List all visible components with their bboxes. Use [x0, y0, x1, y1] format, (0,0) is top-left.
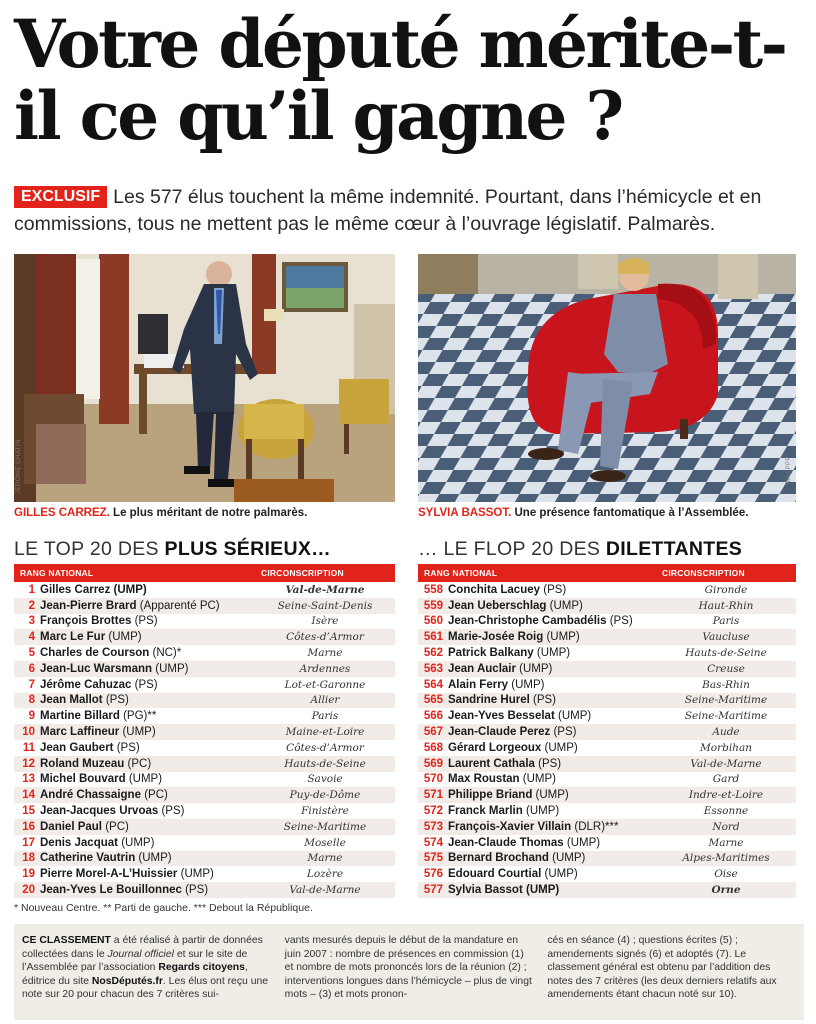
- deputy-cell: [448, 645, 656, 661]
- deputy-cell: [40, 819, 255, 835]
- deputy-cell: [448, 787, 656, 803]
- caption-left-text: Le plus méritant de notre palmarès.: [113, 507, 308, 519]
- deputy-party: (PC): [144, 789, 168, 802]
- deputy-party: (UMP): [546, 631, 580, 644]
- method-lead: CE CLASSEMENT: [22, 935, 111, 946]
- deputy-cell: [40, 882, 255, 898]
- constituency: Paris: [712, 615, 740, 628]
- top-table: [14, 564, 395, 898]
- rank-number: 573: [418, 819, 448, 835]
- deputy-cell: [448, 582, 656, 598]
- deputy-party: (UMP): [128, 773, 163, 786]
- table-row: [418, 645, 796, 661]
- rank-number: 19: [22, 868, 35, 881]
- deputy-party: (Apparenté PC): [139, 599, 220, 612]
- deputy-name: Marc Le Fur: [40, 631, 106, 644]
- table-row: [418, 803, 796, 819]
- constituency: Hauts-de-Seine: [255, 756, 395, 772]
- deputy-party: (PS): [553, 726, 577, 739]
- method-site: NosDéputés.fr: [91, 975, 163, 987]
- deputy-party: (NC)*: [152, 647, 182, 660]
- rank-number: 3: [28, 615, 35, 628]
- table-row: [418, 740, 796, 756]
- table-row: [418, 756, 796, 772]
- rank-number: 574: [423, 836, 443, 849]
- table-row: [418, 677, 796, 693]
- table-row: [14, 708, 395, 724]
- deputy-name: Jean-Luc Warsmann: [40, 662, 153, 675]
- deputy-name: François-Xavier Villain: [448, 820, 572, 833]
- deputy-name: André Chassaigne: [40, 789, 141, 802]
- rank-number: 4: [14, 629, 40, 645]
- deputy-name: Daniel Paul: [40, 820, 102, 833]
- deputy-party: (UMP): [522, 773, 556, 786]
- table-row: [418, 866, 796, 882]
- table-row: [14, 661, 395, 677]
- deputy-name: Catherine Vautrin: [40, 852, 136, 865]
- deputy-party: (UMP): [122, 726, 156, 739]
- rank-number: 569: [418, 756, 448, 772]
- rank-number: 561: [418, 629, 448, 645]
- top-col-rank: RANG NATIONAL: [14, 564, 255, 582]
- constituency: Maine-et-Loire: [255, 724, 395, 740]
- deputy-party: (PS): [134, 615, 158, 628]
- deputy-cell: [448, 803, 656, 819]
- deputy-name: Laurent Cathala: [448, 757, 535, 770]
- constituency: Marne: [307, 647, 343, 660]
- table-row: [418, 598, 796, 614]
- deputy-name: Edouard Courtial: [448, 868, 542, 881]
- method-col-2: vants mesurés depuis le début de la mandature en juin 2007 : nombre de présences en commission (1) et nombre de mots prononcés lors de la réunion (2) ; interventions longues dans l’hémicycle – plus de vingt mots – (3) et mots pronon-: [284, 935, 532, 1001]
- deputy-name: Jean-Pierre Brard: [40, 599, 137, 612]
- deputy-name: Jean-Claude Perez: [448, 726, 551, 739]
- deputy-name: Jean-Yves Besselat: [448, 710, 555, 723]
- top-title-prefix: LE TOP 20 DES: [14, 538, 159, 560]
- constituency: Seine-Maritime: [684, 710, 768, 723]
- constituency: Morbihan: [700, 741, 752, 754]
- deputy-cell: [40, 740, 255, 756]
- rank-number: 12: [14, 756, 40, 772]
- deputy-cell: [40, 835, 255, 851]
- method-journal: Journal officiel: [107, 948, 174, 960]
- deputy-cell: [40, 614, 255, 630]
- deputy-name: Jean Mallot: [40, 694, 103, 707]
- constituency: Puy-de-Dôme: [255, 787, 395, 803]
- deputy-name: Roland Muzeau: [40, 757, 125, 770]
- deputy-name: Denis Jacquat: [40, 836, 118, 849]
- method-text: a été réalisé à partir de données collectées dans le: [22, 935, 263, 960]
- table-row: [14, 851, 395, 867]
- constituency: Hauts-de-Seine: [685, 647, 767, 660]
- constituency: Paris: [311, 710, 339, 723]
- constituency: Seine-Maritime: [255, 819, 395, 835]
- deputy-name: Conchita Lacuey: [448, 583, 541, 596]
- deputy-cell: [448, 708, 656, 724]
- constituency: Val-de-Marne: [255, 882, 395, 898]
- constituency: Gironde: [704, 583, 748, 596]
- rank-number: 563: [418, 661, 448, 677]
- deputy-party: (PS): [533, 694, 557, 707]
- method-col-3: cés en séance (4) ; questions écrites (5) ; amendements signés (6) et adoptés (7). Le classement général est obtenu par l’addition des notes des 7 critères (les deux derniers relatifs aux amendements étant chacun noté sur 10).: [547, 935, 777, 1001]
- deputy-party: (PS): [185, 884, 209, 897]
- deputy-name: Jérôme Cahuzac: [40, 678, 132, 691]
- deputy-name: Charles de Courson: [40, 647, 150, 660]
- deputy-cell: [40, 693, 255, 709]
- constituency: Val-de-Marne: [285, 583, 365, 596]
- table-row: [14, 598, 395, 614]
- deputy-cell: [40, 787, 255, 803]
- deputy-party: (PS): [538, 757, 562, 770]
- deputy-cell: [40, 598, 255, 614]
- table-row: [14, 614, 395, 630]
- table-row: [14, 866, 395, 882]
- constituency: Aude: [656, 724, 796, 740]
- constituency: Oise: [714, 868, 738, 881]
- deputy-name: Jean-Yves Le Bouillonnec: [40, 884, 182, 897]
- rank-number: 564: [423, 678, 443, 691]
- flop-title-prefix: … LE FLOP 20 DES: [418, 538, 601, 560]
- rank-number: 571: [418, 787, 448, 803]
- rank-number: 568: [423, 741, 443, 754]
- rank-number: 567: [418, 724, 448, 740]
- constituency: Nord: [656, 819, 796, 835]
- flop-title: [418, 538, 742, 561]
- method-text: , éditrice du site: [22, 962, 248, 987]
- constituency: Lozère: [306, 868, 344, 881]
- rank-number: 1: [28, 583, 35, 596]
- constituency: Côtes-d’Armor: [286, 741, 364, 754]
- deputy-party: (PS): [134, 678, 158, 691]
- constituency: Seine-Maritime: [656, 693, 796, 709]
- caption-right-name: SYLVIA BASSOT.: [418, 507, 512, 519]
- table-row: [418, 772, 796, 788]
- constituency: Côtes-d’Armor: [255, 629, 395, 645]
- deputy-party: (DLR)***: [574, 820, 619, 833]
- constituency: Haut-Rhin: [656, 598, 796, 614]
- deputy-party: (UMP): [519, 662, 553, 675]
- constituency: Marne: [255, 851, 395, 867]
- rank-number: 5: [28, 647, 35, 660]
- deputy-name: Marc Laffineur: [40, 726, 120, 739]
- deputy-party: (PG)**: [123, 710, 157, 723]
- deputy-party: (UMP): [526, 884, 560, 897]
- deputy-party: (UMP): [180, 868, 214, 881]
- deputy-cell: [448, 772, 656, 788]
- deputy-name: Gérard Lorgeoux: [448, 741, 542, 754]
- rank-number: 572: [423, 805, 443, 818]
- constituency: Ardennes: [255, 661, 395, 677]
- rank-number: 14: [14, 787, 40, 803]
- deputy-name: Sylvia Bassot: [448, 884, 523, 897]
- deputy-party: (UMP): [536, 647, 571, 660]
- caption-right: [418, 507, 748, 519]
- deputy-cell: [40, 866, 255, 882]
- deputy-party: (UMP): [108, 631, 142, 644]
- photo-credit-left: JÉRÔME CHATIN: [16, 438, 22, 494]
- table-row: [14, 756, 395, 772]
- deputy-party: (PS): [609, 615, 633, 628]
- constituency: Marne: [708, 836, 744, 849]
- constituency: Essonne: [703, 805, 749, 818]
- deputy-cell: [448, 598, 656, 614]
- deputy-cell: [40, 661, 255, 677]
- constituency: Alpes-Maritimes: [656, 851, 796, 867]
- rank-number: 13: [22, 773, 35, 786]
- deputy-name: Michel Bouvard: [40, 773, 126, 786]
- rank-number: 18: [14, 851, 40, 867]
- flop-col-rank: RANG NATIONAL: [418, 564, 656, 582]
- rank-number: 576: [423, 868, 443, 881]
- deputy-name: Jean-Claude Thomas: [448, 836, 564, 849]
- photo-sylvia-bassot: [418, 254, 796, 502]
- deputy-party: (UMP): [544, 741, 578, 754]
- caption-left-name: GILLES CARREZ.: [14, 507, 110, 519]
- deputy-cell: [448, 614, 656, 630]
- rank-number: 565: [418, 693, 448, 709]
- constituency: Moselle: [304, 836, 346, 849]
- deputy-party: (PS): [105, 694, 129, 707]
- rank-number: 570: [423, 773, 443, 786]
- deputy-party: (PC): [127, 757, 152, 770]
- rank-number: 11: [22, 741, 35, 754]
- caption-right-text: Une présence fantomatique à l’Assemblée.: [514, 507, 749, 519]
- deputy-party: (UMP): [557, 710, 592, 723]
- deputy-cell: [448, 866, 656, 882]
- deputy-party: (UMP): [549, 599, 583, 612]
- flop-table: [418, 564, 796, 898]
- rank-number: 566: [423, 710, 443, 723]
- exclusive-tag: EXCLUSIF: [14, 186, 107, 208]
- deputy-cell: [40, 582, 255, 598]
- rank-number: 575: [418, 851, 448, 867]
- deputy-party: (UMP): [113, 583, 147, 596]
- table-row: [14, 740, 395, 756]
- deputy-cell: [448, 693, 656, 709]
- constituency: Savoie: [307, 773, 343, 786]
- deputy-cell: [448, 819, 656, 835]
- rank-number: 577: [418, 882, 448, 898]
- deputy-cell: [40, 756, 255, 772]
- deputy-name: Gilles Carrez: [40, 583, 111, 596]
- methodology-box: [14, 924, 804, 1020]
- deputy-party: (UMP): [566, 836, 601, 849]
- top-title: [14, 538, 331, 561]
- table-row: [418, 882, 796, 898]
- table-row: [14, 787, 395, 803]
- deputy-party: (UMP): [511, 678, 545, 691]
- deputy-name: Patrick Balkany: [448, 647, 534, 660]
- constituency: Creuse: [656, 661, 796, 677]
- table-row: [418, 724, 796, 740]
- deputy-cell: [448, 756, 656, 772]
- deputy-cell: [40, 645, 255, 661]
- top-table-header: [14, 564, 395, 582]
- deputy-cell: [40, 708, 255, 724]
- deputy-name: Martine Billard: [40, 710, 120, 723]
- photo-gilles-carrez: [14, 254, 395, 502]
- table-row: [418, 693, 796, 709]
- deputy-party: (UMP): [138, 852, 172, 865]
- headline: Votre député mérite-t-il ce qu’il gagne ?: [14, 5, 786, 155]
- deputy-name: Philippe Briand: [448, 789, 533, 802]
- table-row: [418, 661, 796, 677]
- footnote: * Nouveau Centre. ** Parti de gauche. *** Debout la République.: [14, 902, 313, 914]
- deputy-party: (UMP): [552, 852, 586, 865]
- deputy-cell: [40, 724, 255, 740]
- rank-number: 560: [423, 615, 443, 628]
- table-row: [14, 819, 395, 835]
- deputy-cell: [448, 661, 656, 677]
- table-row: [14, 724, 395, 740]
- constituency: Lot-et-Garonne: [284, 678, 366, 691]
- table-row: [14, 693, 395, 709]
- deputy-name: Jean Auclair: [448, 662, 516, 675]
- constituency: Allier: [255, 693, 395, 709]
- deputy-name: Sandrine Hurel: [448, 694, 530, 707]
- rank-number: 10: [14, 724, 40, 740]
- table-row: [418, 819, 796, 835]
- deputy-name: Jean-Christophe Cambadélis: [448, 615, 607, 628]
- office-photo-illustration: [14, 254, 395, 502]
- deputy-party: (PS): [161, 805, 185, 818]
- constituency: Orne: [656, 882, 796, 898]
- deputy-cell: [448, 740, 656, 756]
- table-row: [418, 851, 796, 867]
- rank-number: 9: [28, 710, 35, 723]
- deputy-party: (PS): [543, 583, 567, 596]
- constituency: Bas-Rhin: [702, 678, 750, 691]
- deputy-cell: [448, 677, 656, 693]
- rank-number: 562: [423, 647, 443, 660]
- deputy-cell: [448, 724, 656, 740]
- rank-number: 15: [22, 805, 35, 818]
- method-text: . Les élus ont reçu une note sur 20 pour chacun des 7 critères sui-: [22, 975, 269, 1001]
- rank-number: 6: [14, 661, 40, 677]
- deputy-name: Bernard Brochand: [448, 852, 549, 865]
- deputy-name: Marie-Josée Roig: [448, 631, 544, 644]
- deputy-name: Alain Ferry: [448, 678, 509, 691]
- rank-number: 16: [14, 819, 40, 835]
- table-row: [14, 835, 395, 851]
- flop-table-header: [418, 564, 796, 582]
- constituency: Indre-et-Loire: [656, 787, 796, 803]
- deputy-name: Max Roustan: [448, 773, 520, 786]
- deputy-cell: [40, 851, 255, 867]
- table-row: [14, 772, 395, 788]
- photo-credit-right: MAXPPP: [786, 455, 792, 484]
- method-association: Regards citoyens: [158, 962, 245, 974]
- constituency: Gard: [712, 773, 740, 786]
- top-col-circ: CIRCONSCRIPTION: [255, 564, 395, 582]
- table-row: [418, 614, 796, 630]
- method-col-1: [22, 934, 271, 1014]
- constituency: Vaucluse: [656, 629, 796, 645]
- deputy-party: (UMP): [535, 789, 569, 802]
- constituency: Val-de-Marne: [656, 756, 796, 772]
- rank-number: 20: [14, 882, 40, 898]
- table-row: [14, 645, 395, 661]
- deputy-party: (UMP): [525, 805, 560, 818]
- deputy-party: (UMP): [121, 836, 155, 849]
- rank-number: 559: [418, 598, 448, 614]
- method-text: et sur le site de l’Assemblée par l’association: [22, 948, 248, 974]
- deputy-name: Franck Marlin: [448, 805, 523, 818]
- table-row: [418, 787, 796, 803]
- deputy-cell: [40, 629, 255, 645]
- intro-text: Les 577 élus touchent la même indemnité. Pourtant, dans l’hémicycle et en commissions, tous ne mettent pas le même cœur à l’ouvrage législatif. Palmarès.: [14, 186, 762, 235]
- rank-number: 2: [14, 598, 40, 614]
- rank-number: 7: [28, 678, 35, 691]
- deputy-cell: [448, 629, 656, 645]
- flop-title-bold: DILETTANTES: [605, 538, 743, 560]
- deputy-cell: [448, 835, 656, 851]
- rank-number: 8: [14, 693, 40, 709]
- constituency: Finistère: [301, 805, 349, 818]
- deputy-name: François Brottes: [40, 615, 132, 628]
- flop-col-circ: CIRCONSCRIPTION: [656, 564, 796, 582]
- hall-photo-illustration: [418, 254, 796, 502]
- table-row: [14, 803, 395, 819]
- deputy-cell: [40, 677, 255, 693]
- intro: [14, 184, 804, 238]
- constituency: Seine-Saint-Denis: [255, 598, 395, 614]
- deputy-party: (UMP): [155, 662, 189, 675]
- deputy-party: (PS): [116, 741, 140, 754]
- table-row: [14, 629, 395, 645]
- table-row: [418, 708, 796, 724]
- deputy-cell: [40, 803, 255, 819]
- table-row: [418, 835, 796, 851]
- top-title-bold: PLUS SÉRIEUX…: [164, 538, 331, 560]
- deputy-name: Jean Ueberschlag: [448, 599, 547, 612]
- constituency: Isère: [311, 615, 339, 628]
- deputy-party: (UMP): [544, 868, 578, 881]
- deputy-name: Jean Gaubert: [40, 741, 114, 754]
- table-row: [14, 882, 395, 898]
- deputy-name: Jean-Jacques Urvoas: [40, 805, 159, 818]
- rank-number: 17: [22, 836, 35, 849]
- table-row: [418, 582, 796, 598]
- deputy-cell: [40, 772, 255, 788]
- table-row: [14, 582, 395, 598]
- deputy-cell: [448, 851, 656, 867]
- deputy-name: Pierre Morel-A-L’Huissier: [40, 868, 178, 881]
- deputy-party: (PC): [105, 820, 129, 833]
- table-row: [418, 629, 796, 645]
- rank-number: 558: [423, 583, 443, 596]
- table-row: [14, 677, 395, 693]
- caption-left: [14, 507, 307, 519]
- deputy-cell: [448, 882, 656, 898]
